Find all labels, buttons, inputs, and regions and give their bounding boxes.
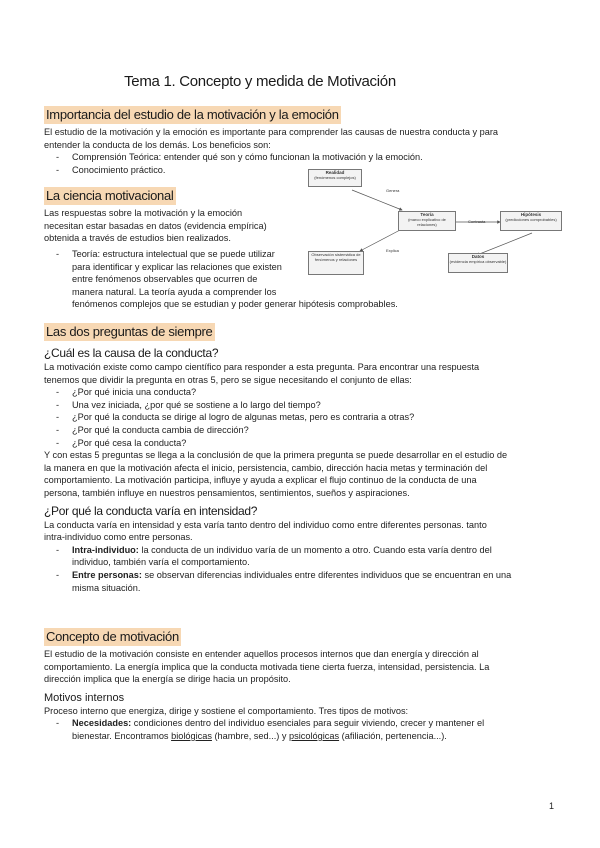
questions-list (44, 386, 564, 449)
list-item: - ¿Por qué cesa la conducta? (44, 437, 564, 450)
paragraph-line: obtenida a través de estudios bien realizados. (44, 233, 231, 244)
box-text: (fenómenos complejos) (314, 175, 356, 180)
paragraph-line: para identificar y explicar las relaciones que existen (72, 261, 282, 272)
intensity-list (44, 544, 564, 594)
page-number: 1 (548, 801, 554, 811)
list-item: - Una vez iniciada, ¿por qué se sostiene a lo largo del tiempo? (44, 399, 564, 412)
term-text: individuo, también varía el comportamiento. (72, 557, 250, 568)
paragraph-line: entender la conducta de los demás. Los beneficios son: (44, 139, 271, 150)
paragraph-line: El estudio de la motivación consiste en entender aquellos procesos internos que dan energía y dirección al (44, 649, 479, 659)
term-text: (afiliación, pertenencia...). (339, 730, 447, 741)
box-text: (predicciones comprobables) (505, 217, 557, 222)
heading-importancia: Importancia del estudio de la motivación y la emoción (46, 107, 339, 122)
heading-ciencia: La ciencia motivacional (46, 188, 174, 203)
paragraph-line: - Teoría: estructura intelectual que se puede utilizar (72, 249, 275, 259)
paragraph-line: Proceso interno que energiza, dirige y sostiene el comportamiento. Tres tipos de motivos: (44, 705, 409, 716)
paragraph-line: necesitan estar basadas en datos (evidencia empírica) (44, 220, 267, 231)
paragraph-line: la manera en que la motivación afecta el inicio, persistencia, cambio, dirección hacia metas y terminación del (44, 462, 488, 473)
box-text: Observación sistemática de fenómenos y relaciones (311, 252, 361, 262)
list-item: - ¿Por qué la conducta se dirige al logro de algunas metas, pero es contraria a otras? (44, 411, 564, 424)
list-item: - Conocimiento práctico. (44, 164, 564, 177)
motives-list (44, 717, 564, 742)
paragraph-line: dirección implica que la energía se dirige hacia un propósito. (44, 674, 291, 685)
paragraph-line: manera natural. La teoría ayuda a comprender los (72, 286, 277, 297)
box-title: Hipótesis (520, 212, 542, 217)
box-realidad (308, 169, 362, 187)
term-underlined: biológicas (171, 730, 212, 741)
box-title: Teoría (420, 212, 434, 217)
box-text: (evidencia empírica observable) (449, 259, 507, 264)
box-teoria (398, 211, 456, 231)
term-text: misma situación. (72, 582, 141, 593)
term-underlined: psicológicas (289, 730, 340, 741)
list-item: - ¿Por qué inicia una conducta? (44, 386, 564, 399)
paragraph-line: entre fenómenos observables que ocurren de (72, 274, 258, 285)
paragraph-line: comportamiento. La energía implica que la conducta motivada tiene cierta fuerza, intensidad, persistencia. La (44, 661, 490, 672)
term-text: (hambre, sed...) y (211, 730, 290, 741)
paragraph-line: Y con estas 5 preguntas se llega a la conclusión de que la primera pregunta se puede desarrollar en el estudio de (44, 450, 508, 461)
connector-line (477, 233, 532, 255)
section-preguntas (44, 323, 564, 594)
list-item (44, 569, 564, 594)
heading-concepto: Concepto de motivación (46, 629, 179, 644)
section-concepto (44, 628, 564, 743)
paragraph-line: Las respuestas sobre la motivación y la emoción (44, 208, 243, 218)
term-text: condiciones dentro del individuo esenciales para seguir viviendo, crecer y mantener el (131, 718, 485, 729)
section-ciencia (44, 187, 314, 245)
box-datos (448, 253, 508, 273)
label-genera: Genera (386, 188, 400, 193)
list-item (44, 544, 564, 569)
term-label: Intra-individuo: (72, 544, 139, 555)
heading-preguntas: Las dos preguntas de siempre (46, 324, 213, 339)
paragraph-line: El estudio de la motivación y la emoción es importante para comprender las causas de nuestra conducta y para (44, 127, 499, 137)
paragraph-line: persona, también influye en nuestros pensamientos, sentimientos, sueños y aspiraciones. (44, 487, 410, 498)
paragraph-line: intra-individuo como entre personas. (44, 532, 193, 543)
box-title: Realidad (325, 170, 345, 175)
box-hipotesis (500, 211, 562, 231)
subheading-motivos: Motivos internos (44, 691, 125, 704)
paragraph-line: tenemos que dividir la pregunta en otras 5, pero se sigue necesitando el conjunto de ellas: (44, 374, 412, 385)
term-text: se observan diferencias individuales entre diferentes individuos que se encuentran en una (141, 569, 512, 580)
label-contrasta: Contrasta (468, 219, 486, 224)
science-diagram (302, 165, 572, 285)
term-text: bienestar. Encontramos (72, 730, 172, 741)
box-title: Datos (471, 254, 485, 259)
paragraph-line: comportamiento. La motivación participa, influye y ayuda a explicar el flujo continuo de la conducta de una (44, 475, 477, 486)
label-explica: Explica (386, 248, 399, 253)
subheading-causa: ¿Cuál es la causa de la conducta? (44, 346, 219, 360)
list-item (44, 717, 564, 742)
page-title: Tema 1. Concepto y medida de Motivación (124, 73, 396, 90)
term-label: Necesidades: (72, 718, 132, 729)
list-item: - Comprensión Teórica: entender qué son y cómo funcionan la motivación y la emoción. (44, 151, 564, 164)
term-text: la conducta de un individuo varía de un momento a otro. Cuando esta varía dentro del (138, 544, 492, 555)
box-text: (marco explicativo de relaciones) (408, 217, 446, 227)
term-label: Entre personas: (72, 569, 142, 580)
paragraph-line: La conducta varía en intensidad y esta varía tanto dentro del individuo como entre diferentes personas. tanto (44, 519, 487, 530)
subheading-intensidad: ¿Por qué la conducta varía en intensidad? (44, 503, 258, 518)
list-item: - ¿Por qué la conducta cambia de dirección? (44, 424, 564, 437)
paragraph-line: La motivación existe como campo científico para responder a esta pregunta. Para encontrar una respuesta (44, 362, 480, 372)
box-observacion (308, 251, 364, 275)
paragraph-line: fenómenos complejos que se estudian y poder generar hipótesis comprobables. (72, 299, 398, 310)
